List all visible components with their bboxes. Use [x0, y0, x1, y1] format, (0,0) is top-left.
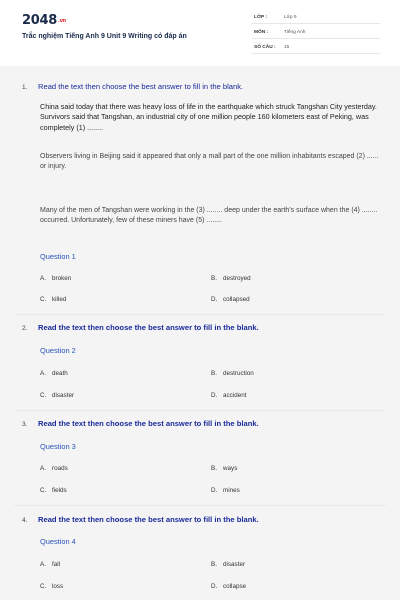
question-1-option-c[interactable]: C. killed — [40, 296, 67, 303]
question-1-label: Question 1 — [40, 252, 76, 261]
question-2-label: Question 2 — [40, 346, 76, 355]
question-4-option-a[interactable]: A. fall — [40, 561, 61, 568]
question-3-option-b[interactable]: B. ways — [211, 465, 238, 472]
divider — [14, 505, 386, 506]
question-3-option-c[interactable]: C. fields — [40, 487, 67, 494]
quiz-title: Trắc nghiệm Tiếng Anh 9 Unit 9 Writing có đáp án — [22, 33, 187, 40]
page-header — [0, 0, 400, 66]
passage-paragraph-1: China said today that there was heavy loss of life in the earthquake which struck Tangshan City yesterday. Survivors said that Tangshan, an industrial city of one million people 160 kilometers east of Peking, was completely (1) ........ — [40, 102, 377, 132]
question-1-option-b[interactable]: B. destroyed — [211, 275, 251, 282]
section-3-heading: 3. Read the text then choose the best answer to fill in the blank. — [22, 419, 259, 428]
question-4-option-d[interactable]: D. collapse — [211, 583, 247, 590]
section-4-heading: 4. Read the text then choose the best answer to fill in the blank. — [22, 515, 259, 524]
divider — [14, 314, 386, 315]
meta-subject: MÔN : Tiếng Anh — [252, 27, 380, 39]
meta-grade: LỚP : Lớp 9 — [252, 12, 380, 24]
question-1-option-d[interactable]: D. collapsed — [211, 296, 250, 303]
section-1-heading: 1. Read the text then choose the best answer to fill in the blank. — [22, 82, 244, 91]
question-2-option-d[interactable]: D. accident — [211, 392, 247, 399]
question-4-option-b[interactable]: B. disaster — [211, 561, 246, 568]
question-2-option-a[interactable]: A. death — [40, 370, 68, 377]
question-3-option-a[interactable]: A. roads — [40, 465, 68, 472]
question-4-label: Question 4 — [40, 537, 76, 546]
question-4-option-c[interactable]: C. loss — [40, 583, 64, 590]
question-2-option-b[interactable]: B. destruction — [211, 370, 254, 377]
question-3-label: Question 3 — [40, 442, 76, 451]
site-logo[interactable]: 2048.vn — [22, 13, 66, 28]
question-3-option-d[interactable]: D. mines — [211, 487, 240, 494]
divider — [14, 410, 386, 411]
meta-question-count: SỐ CÂU : 15 — [252, 42, 380, 54]
passage-paragraph-3: Many of the men of Tangshan were working in the (3) ........ deep under the earth's surface when the (4) ........ occurred. Unfortunately, few of these miners have (5) ........ — [40, 207, 378, 224]
question-2-option-c[interactable]: C. disaster — [40, 392, 75, 399]
passage-paragraph-2: Observers living in Beijing said it appeared that only a mall part of the one million inhabitants escaped (2) ...... or injury. — [40, 153, 379, 170]
section-2-heading: 2. Read the text then choose the best answer to fill in the blank. — [22, 323, 259, 332]
question-1-option-a[interactable]: A. broken — [40, 275, 72, 282]
